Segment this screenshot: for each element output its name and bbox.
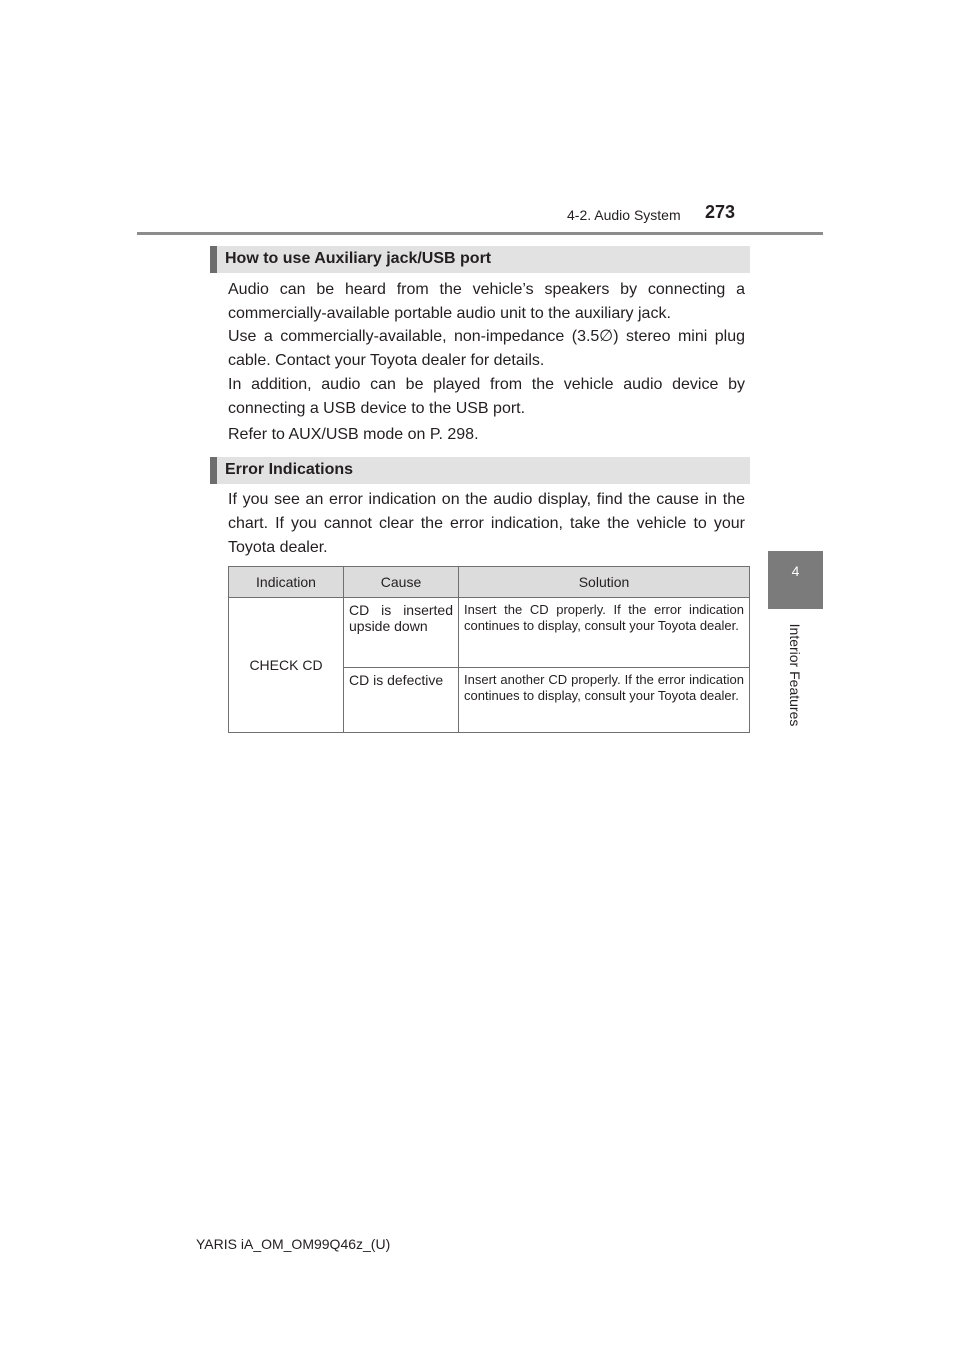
header-indication: Indication [229,567,344,598]
paragraph-aux-2: Use a commercially-available, non-impedance (3.5∅) stereo mini plug cable. Contact your Toyota dealer for details. [228,328,745,369]
solution-cell: Insert another CD properly. If the error indication continues to display, consult your Toyota dealer. [459,668,750,733]
page-number: 273 [705,202,736,222]
cause-cell: CD is defective [344,668,459,733]
chapter-tab [768,551,823,609]
table-row [229,598,750,668]
section-heading-error-text: Error Indications [225,461,354,478]
error-indication-table [228,566,750,733]
cause-cell: CD is inserted upside down [344,598,459,668]
section-heading-aux-usb [210,246,750,273]
paragraph-error-1: If you see an error indication on the audio display, find the cause in the chart. If you cannot clear the error indication, take the vehicle to your Toyota dealer. [228,491,745,556]
header-solution: Solution [459,567,750,598]
indication-cell: CHECK CD [229,598,344,733]
chapter-label [768,609,823,739]
section-heading-error [210,457,750,484]
page-header-section: 4-2. Audio System [567,207,681,223]
table-header-row [229,567,750,598]
header-divider [137,232,823,235]
section-heading-aux-usb-text: How to use Auxiliary jack/USB port [225,250,492,267]
header-cause: Cause [344,567,459,598]
paragraph-aux-4: Refer to AUX/USB mode on P. 298. [228,426,479,443]
paragraph-aux-1: Audio can be heard from the vehicle’s speakers by connecting a commercially-available portable audio unit to the auxiliary jack. [228,281,745,322]
chapter-tab-number: 4 [791,563,800,579]
chapter-label-text: Interior Features [787,623,803,727]
document-footer: YARIS iA_OM_OM99Q46z_(U) [196,1236,391,1252]
paragraph-aux-3: In addition, audio can be played from the vehicle audio device by connecting a USB device to the USB port. [228,376,745,417]
solution-cell: Insert the CD properly. If the error indication continues to display, consult your Toyota dealer. [459,598,750,668]
